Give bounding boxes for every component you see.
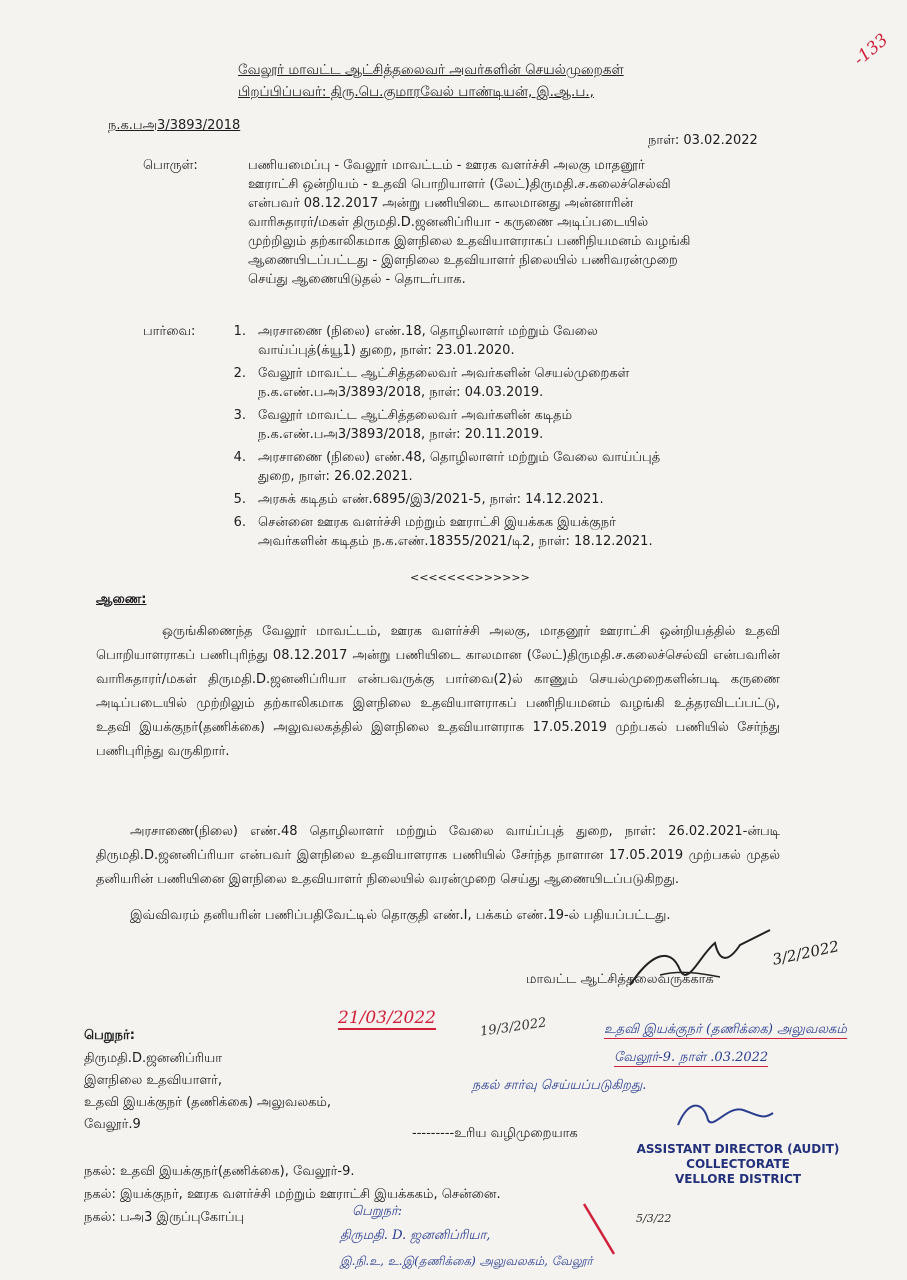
reference-number: 1. xyxy=(233,324,246,339)
reference-line: துறை, நாள்: 26.02.2021. xyxy=(258,469,413,484)
copy-item: நகல்: பஅ3 இருப்புகோப்பு xyxy=(84,1210,245,1225)
handwritten-bottom-label: பெறுநர்: xyxy=(352,1204,403,1219)
recipient-label: பெறுநர்: xyxy=(84,1028,135,1043)
subject-line: என்பவர் 08.12.2017 அன்று பணியிடை காலமானது அன்னாரின் xyxy=(248,196,634,211)
handwritten-office-line-1: உதவி இயக்குநர் (தணிக்கை) அலுவலகம் xyxy=(604,1022,847,1037)
handwritten-bottom-line-2: இ.நி.உ, உ.இ(தணிக்கை) அலுவலகம், வேலூர் xyxy=(340,1254,593,1268)
copy-item: நகல்: இயக்குநர், ஊரக வளர்ச்சி மற்றும் ஊராட்சி இயக்ககம், சென்னை. xyxy=(84,1187,501,1202)
recipient-line: உதவி இயக்குநர் (தணிக்கை) அலுவலகம், xyxy=(84,1095,332,1110)
handwritten-office-line-2: வேலூர்-9. நாள் .03.2022 xyxy=(614,1050,769,1065)
recipient-address xyxy=(84,1048,331,1136)
stamp-signature xyxy=(668,1095,778,1135)
signature-title: மாவட்ட ஆட்சித்தலைவருக்காக xyxy=(526,972,714,987)
reference-number: 5. xyxy=(233,492,246,507)
subject-label: பொருள்: xyxy=(143,158,198,173)
reference-line: அவர்களின் கடிதம் ந.க.எண்.18355/2021/டி2, நாள்: 18.12.2021. xyxy=(258,534,653,549)
handwritten-bottom-line-1: திருமதி. D. ஜனனிப்ரியா, xyxy=(340,1228,491,1243)
subject-line: முற்றிலும் தற்காலிகமாக இளநிலை உதவியாளராகப் பணிநியமனம் வழங்கி xyxy=(248,234,691,249)
divider-marks: <<<<<<<>>>>>> xyxy=(410,571,530,584)
reference-line: ந.க.எண்.பஅ3/3893/2018, நாள்: 04.03.2019. xyxy=(258,385,544,400)
red-pen-stroke xyxy=(580,1200,620,1260)
recipient-line: திருமதி.D.ஜனனிப்ரியா xyxy=(84,1051,223,1066)
reference-number: 3. xyxy=(233,408,246,423)
handwritten-bottom-date: 5/3/22 xyxy=(636,1212,672,1225)
subject-line: ஊராட்சி ஒன்றியம் - உதவி பொறியாளர் (லேட்)திருமதி.ச.கலைச்செல்வி xyxy=(248,177,671,192)
handwritten-copy-note: நகல் சார்வு செய்யப்படுகிறது. xyxy=(472,1078,647,1093)
office-stamp xyxy=(628,1142,848,1187)
reference-line: அரசாணை (நிலை) எண்.48, தொழிலாளர் மற்றும் வேலை வாய்ப்புத் xyxy=(258,450,661,465)
reference-item xyxy=(222,364,782,402)
stamp-line: ASSISTANT DIRECTOR (AUDIT) xyxy=(636,1142,840,1156)
document-date: நாள்: 03.02.2022 xyxy=(648,133,758,148)
reference-number: 6. xyxy=(233,515,246,530)
subject-text xyxy=(248,156,778,289)
reference-line: வேலூர் மாவட்ட ஆட்சித்தலைவர் அவர்களின் செயல்முறைகள் xyxy=(258,366,630,381)
handwritten-received-date: 21/03/2022 xyxy=(338,1008,436,1028)
order-paragraph-3: இவ்விவரம் தனியரின் பணிப்பதிவேட்டில் தொகுதி எண்.I, பக்கம் எண்.19-ல் பதியப்பட்டது. xyxy=(130,908,671,923)
reference-item xyxy=(222,490,782,509)
subject-line: செய்து ஆணையிடுதல் - தொடர்பாக. xyxy=(248,272,466,287)
copy-list xyxy=(84,1160,501,1229)
reference-line: அரசாணை (நிலை) எண்.18, தொழிலாளர் மற்றும் வேலை xyxy=(258,324,598,339)
subject-line: ஆணையிடப்பட்டது - இளநிலை உதவியாளர் நிலையில் பணிவரன்முறை xyxy=(248,253,678,268)
reference-line: அரசுக் கடிதம் எண்.6895/இ3/2021-5, நாள்: 14.12.2021. xyxy=(258,492,604,507)
reference-item xyxy=(222,448,782,486)
reference-line: வாய்ப்புத்(க்யூ1) துறை, நாள்: 23.01.2020. xyxy=(258,343,515,358)
order-paragraph-2: அரசாணை(நிலை) எண்.48 தொழிலாளர் மற்றும் வேலை வாய்ப்புத் துறை, நாள்: 26.02.2021-ன்படி திருமதி.D.ஜனனிப்ரியா என்பவர் இளநிலை உதவியாளராக பணியில் சேர்ந்த நாளான 17.05.2019 முற்பகல் முதல் தனியரின் பணியினை இளநிலை உதவியாளர் நிலையில் வரன்முறை செய்து ஆணையிடப்படுகிறது. xyxy=(96,824,780,887)
handwritten-initial-date: 19/3/2022 xyxy=(479,1015,548,1040)
file-number: ந.க.பஅ3/3893/2018 xyxy=(108,118,241,133)
page-number-mark: -133 xyxy=(850,30,893,70)
header-line-1: வேலூர் மாவட்ட ஆட்சித்தலைவர் அவர்களின் செயல்முறைகள் xyxy=(238,62,624,78)
recipient-line: இளநிலை உதவியாளர், xyxy=(84,1073,223,1088)
stamp-line: COLLECTORATE xyxy=(686,1157,790,1171)
reference-number: 4. xyxy=(233,450,246,465)
stamp-line: VELLORE DISTRICT xyxy=(674,1172,802,1186)
order-paragraph-1: ஒருங்கிணைந்த வேலூர் மாவட்டம், ஊரக வளர்ச்சி அலகு, மாதனூர் ஊராட்சி ஒன்றியத்தில் உதவி பொறியாளராகப் பணிபுரிந்து 08.12.2017 அன்று பணியிடை காலமான (லேட்)திருமதி.ச.கலைச்செல்வி என்பவரின் வாரிசுதாரர்/மகள் திருமதி.D.ஜனனிப்ரியா என்பவருக்கு பார்வை(2)ல் காணும் செயல்முறைகளின்படி கருணை அடிப்படையில் முற்றிலும் தற்காலிகமாக இளநிலை உதவியாளராகப் பணிநியமனம் வழங்கி உத்தரவிடப்பட்டு, உதவி இயக்குநர்(தணிக்கை) அலுவலகத்தில் இளநிலை உதவியாளராக 17.05.2019 முற்பகல் பணியில் சேர்ந்து பணிபுரிந்து வருகிறார். xyxy=(96,624,780,759)
reference-list xyxy=(222,322,782,551)
forward-line: ---------உரிய வழிமுறையாக xyxy=(412,1126,578,1141)
order-label: ஆணை: xyxy=(96,592,147,607)
signature-date: 3/2/2022 xyxy=(770,937,841,969)
references-label: பார்வை: xyxy=(143,324,196,339)
reference-number: 2. xyxy=(233,366,246,381)
subject-line: பணியமைப்பு - வேலூர் மாவட்டம் - ஊரக வளர்ச்சி அலகு மாதனூர் xyxy=(248,158,645,173)
subject-line: வாரிசுதாரர்/மகள் திருமதி.D.ஜனனிப்ரியா - கருணை அடிப்படையில் xyxy=(248,215,649,230)
reference-item xyxy=(222,406,782,444)
reference-line: சென்னை ஊரக வளர்ச்சி மற்றும் ஊராட்சி இயக்கக இயக்குநர் xyxy=(258,515,616,530)
reference-line: ந.க.எண்.பஅ3/3893/2018, நாள்: 20.11.2019. xyxy=(258,427,544,442)
header-line-2: பிறப்பிப்பவர்: திரு.பெ.குமாரவேல் பாண்டியன், இ.ஆ.ப., xyxy=(238,84,594,100)
reference-line: வேலூர் மாவட்ட ஆட்சித்தலைவர் அவர்களின் கடிதம் xyxy=(258,408,573,423)
reference-item xyxy=(222,322,782,360)
copy-item: நகல்: உதவி இயக்குநர்(தணிக்கை), வேலூர்-9. xyxy=(84,1164,355,1179)
recipient-line: வேலூர்.9 xyxy=(84,1117,141,1132)
reference-item xyxy=(222,513,782,551)
